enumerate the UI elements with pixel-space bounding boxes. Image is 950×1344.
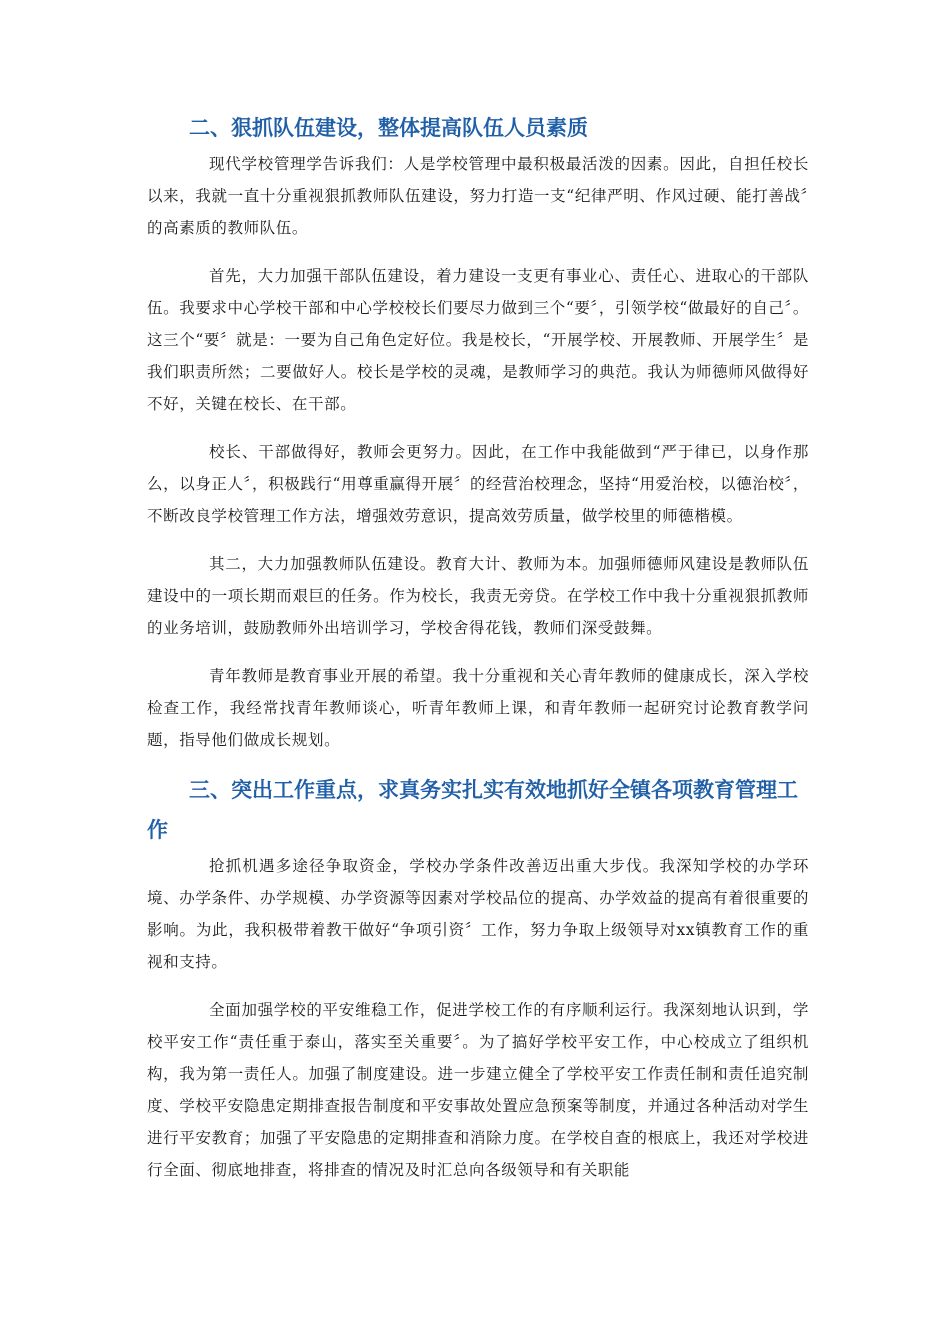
section-heading: 二、狠抓队伍建设，整体提高队伍人员素质 (189, 116, 588, 140)
paragraph: 其二，大力加强教师队伍建设。教育大计、教师为本。加强师德师风建设是教师队伍建设中的一项长期而艰巨的任务。作为校长，我责无旁贷。在学校工作中我十分重视狠抓教师的业务培训，鼓励教师外出培训学习，学校舍得花钱，教师们深受鼓舞。 (147, 555, 809, 637)
paragraph: 全面加强学校的平安维稳工作，促进学校工作的有序顺利运行。我深刻地认识到，学校平安工作“责任重于泰山，落实至关重要〞。为了搞好学校平安工作，中心校成立了组织机构，我为第一责任人。加强了制度建设。进一步建立健全了学校平安工作责任制和责任追究制度、学校平安隐患定期排查报告制度和平安事故处置应急预案等制度，并通过各种活动对学生进行平安教育；加强了平安隐患的定期排查和消除力度。在学校自查的根底上，我还对学校进行全面、彻底地排查，将排查的情况及时汇总向各级领导和有关职能 (147, 1001, 809, 1179)
paragraph: 首先，大力加强干部队伍建设，着力建设一支更有事业心、责任心、进取心的干部队伍。我要求中心学校干部和中心学校校长们要尽力做到三个“要〞，引领学校“做最好的自己〞。这三个“要〞就是：一要为自己角色定好位。我是校长，“开展学校、开展教师、开展学生〞是我们职责所然；二要做好人。校长是学校的灵魂，是教师学习的典范。我认为师德师风做得好不好，关键在校长、在干部。 (147, 267, 809, 413)
paragraph: 校长、干部做得好，教师会更努力。因此，在工作中我能做到“严于律已，以身作那么，以身正人〞，积极践行“用尊重赢得开展〞的经营治校理念，坚持“用爱治校，以德治校〞，不断改良学校管理工作方法，增强效劳意识，提高效劳质量，做学校里的师德楷模。 (147, 443, 809, 525)
paragraph: 抢抓机遇多途径争取资金，学校办学条件改善迈出重大步伐。我深知学校的办学环境、办学条件、办学规模、办学资源等因素对学校品位的提高、办学效益的提高有着很重要的影响。为此，我积极带着教干做好“争项引资〞工作，努力争取上级领导对xx镇教育工作的重视和支持。 (147, 857, 809, 971)
paragraph: 青年教师是教育事业开展的希望。我十分重视和关心青年教师的健康成长，深入学校检查工作，我经常找青年教师谈心，听青年教师上课，和青年教师一起研究讨论教育教学问题，指导他们做成长规划。 (147, 667, 809, 749)
paragraph: 现代学校管理学告诉我们：人是学校管理中最积极最活泼的因素。因此，自担任校长以来，我就一直十分重视狠抓教师队伍建设，努力打造一支“纪律严明、作风过硬、能打善战〞的高素质的教师队伍。 (147, 155, 809, 237)
section-heading: 三、突出工作重点，求真务实扎实有效地抓好全镇各项教育管理工作 (147, 778, 798, 842)
document-page (147, 108, 809, 1186)
